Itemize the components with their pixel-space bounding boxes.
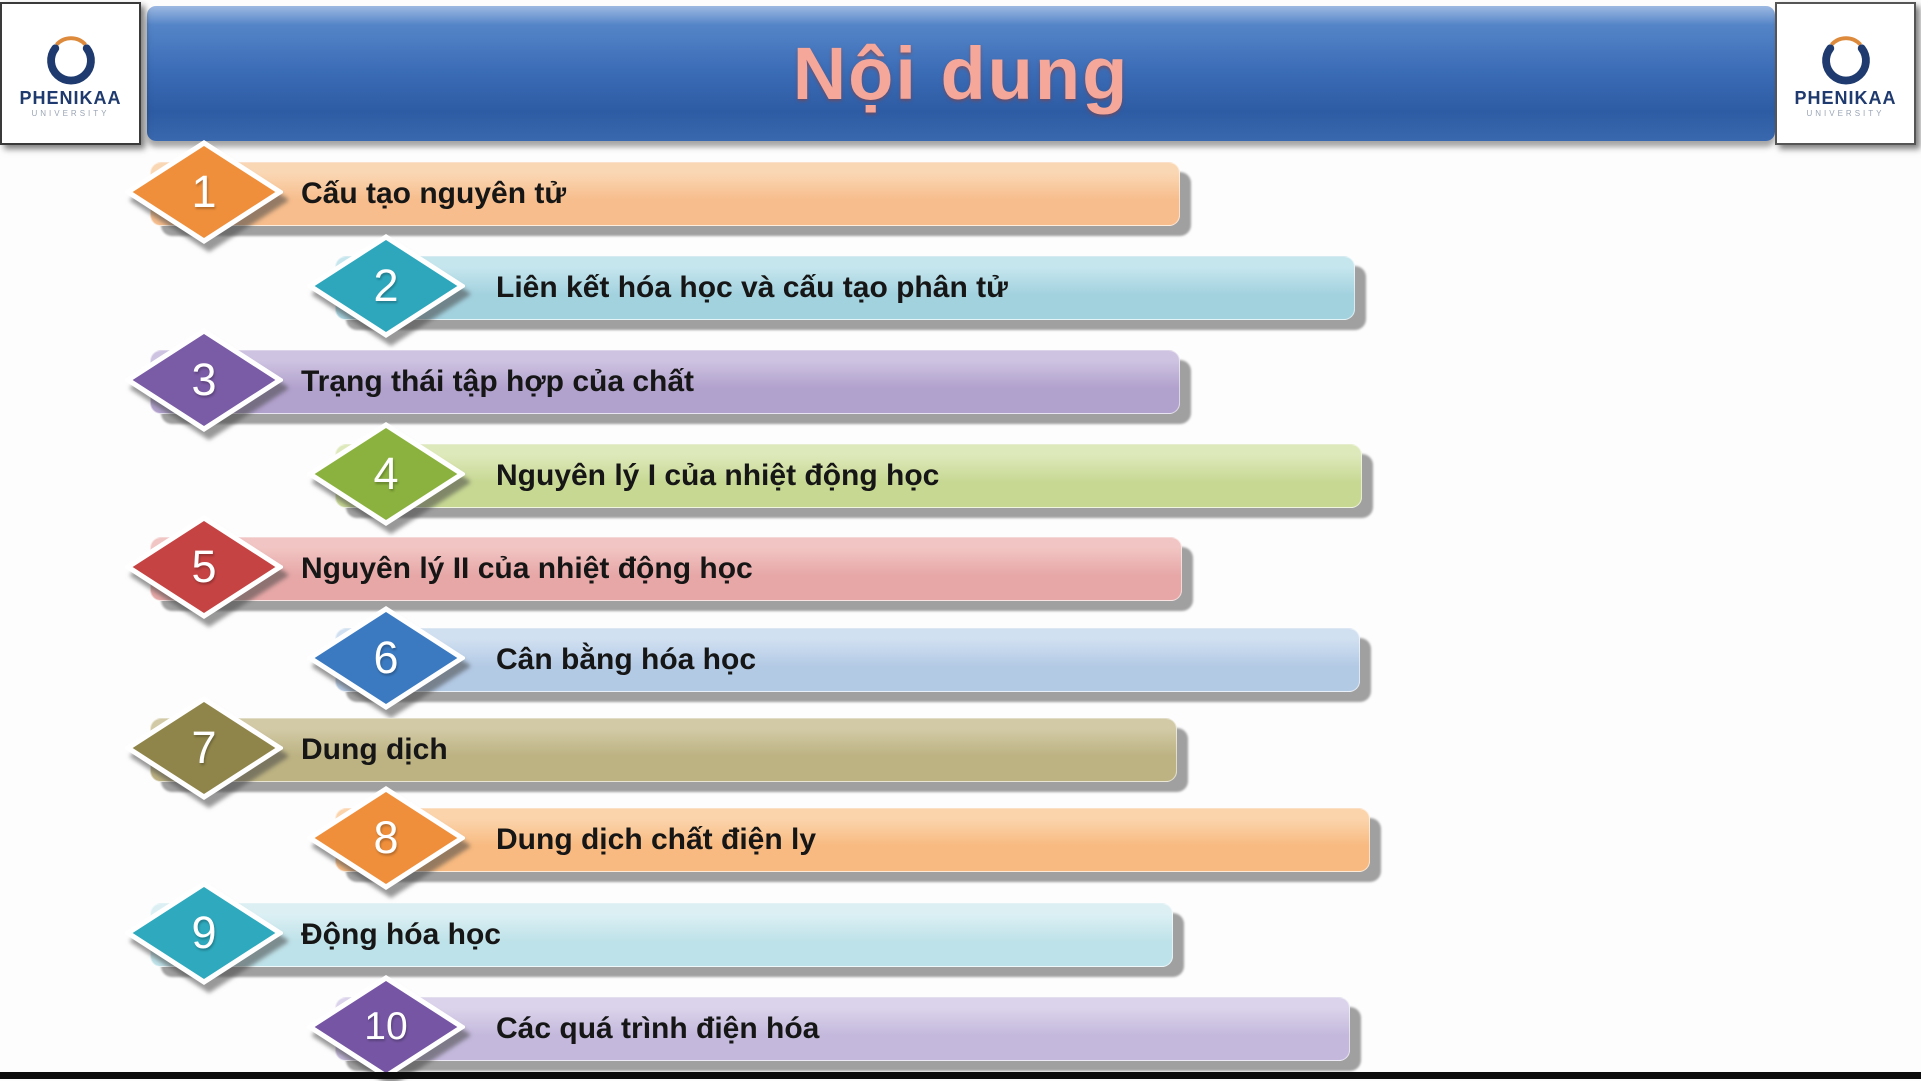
toc-item-diamond bbox=[125, 881, 283, 985]
toc-item-bar bbox=[335, 808, 1370, 872]
toc-item-diamond bbox=[307, 234, 465, 338]
toc-item-diamond bbox=[125, 696, 283, 800]
phenikaa-ring-icon bbox=[1817, 29, 1875, 87]
toc-item-number: 10 bbox=[364, 1005, 408, 1048]
toc-item-label: Cấu tạo nguyên tử bbox=[301, 177, 567, 210]
bottom-border-line bbox=[0, 1072, 1921, 1079]
toc-item-label: Các quá trình điện hóa bbox=[496, 1012, 820, 1045]
toc-item-number: 4 bbox=[373, 448, 399, 499]
slide-title: Nội dung bbox=[792, 32, 1130, 115]
toc-item-bar bbox=[335, 256, 1355, 320]
logo-name: PHENIKAA bbox=[19, 88, 122, 108]
toc-item-number: 5 bbox=[191, 541, 217, 592]
toc-item-bar bbox=[335, 444, 1362, 508]
toc-item-diamond bbox=[125, 328, 283, 432]
toc-item-bar bbox=[150, 350, 1180, 414]
toc-item-bar bbox=[150, 903, 1173, 967]
toc-item-10 bbox=[0, 997, 1921, 1061]
toc-item-label: Động hóa học bbox=[301, 918, 501, 951]
toc-item-bar bbox=[150, 718, 1177, 782]
phenikaa-ring-icon bbox=[42, 29, 100, 87]
toc-item-9 bbox=[0, 903, 1921, 967]
toc-item-number: 7 bbox=[191, 722, 217, 773]
toc-item-4 bbox=[0, 444, 1921, 508]
logo-box-left bbox=[0, 2, 141, 145]
toc-item-bar bbox=[150, 162, 1180, 226]
toc-item-8 bbox=[0, 808, 1921, 872]
toc-item-label: Nguyên lý II của nhiệt động học bbox=[301, 552, 753, 585]
toc-item-diamond bbox=[307, 606, 465, 710]
logo-box-right bbox=[1775, 2, 1916, 145]
toc-item-diamond bbox=[307, 786, 465, 890]
toc-item-number: 2 bbox=[373, 260, 399, 311]
toc-item-diamond bbox=[307, 422, 465, 526]
logo-subtitle: UNIVERSITY bbox=[1806, 109, 1885, 118]
toc-item-bar bbox=[335, 997, 1350, 1061]
toc-item-diamond bbox=[125, 515, 283, 619]
toc-item-1 bbox=[0, 162, 1921, 226]
toc-item-label: Liên kết hóa học và cấu tạo phân tử bbox=[496, 271, 1008, 304]
toc-item-bar bbox=[150, 537, 1182, 601]
toc-item-label: Dung dịch chất điện ly bbox=[496, 823, 817, 856]
toc-item-7 bbox=[0, 718, 1921, 782]
toc-item-label: Trạng thái tập hợp của chất bbox=[301, 365, 695, 398]
toc-item-number: 3 bbox=[191, 354, 217, 405]
toc-item-label: Cân bằng hóa học bbox=[496, 643, 757, 676]
logo-subtitle: UNIVERSITY bbox=[31, 109, 110, 118]
toc-item-6 bbox=[0, 628, 1921, 692]
toc-item-5 bbox=[0, 537, 1921, 601]
title-bar bbox=[147, 6, 1775, 141]
toc-item-label: Nguyên lý I của nhiệt động học bbox=[496, 459, 940, 492]
toc-item-bar bbox=[335, 628, 1360, 692]
toc-item-label: Dung dịch bbox=[301, 733, 448, 766]
toc-item-number: 8 bbox=[373, 812, 399, 863]
logo-name: PHENIKAA bbox=[1794, 88, 1897, 108]
toc-item-diamond bbox=[307, 975, 465, 1079]
toc-item-2 bbox=[0, 256, 1921, 320]
toc-item-number: 6 bbox=[373, 632, 399, 683]
toc-item-diamond bbox=[125, 140, 283, 244]
toc-item-3 bbox=[0, 350, 1921, 414]
toc-item-number: 9 bbox=[191, 907, 217, 958]
toc-item-number: 1 bbox=[191, 166, 217, 217]
